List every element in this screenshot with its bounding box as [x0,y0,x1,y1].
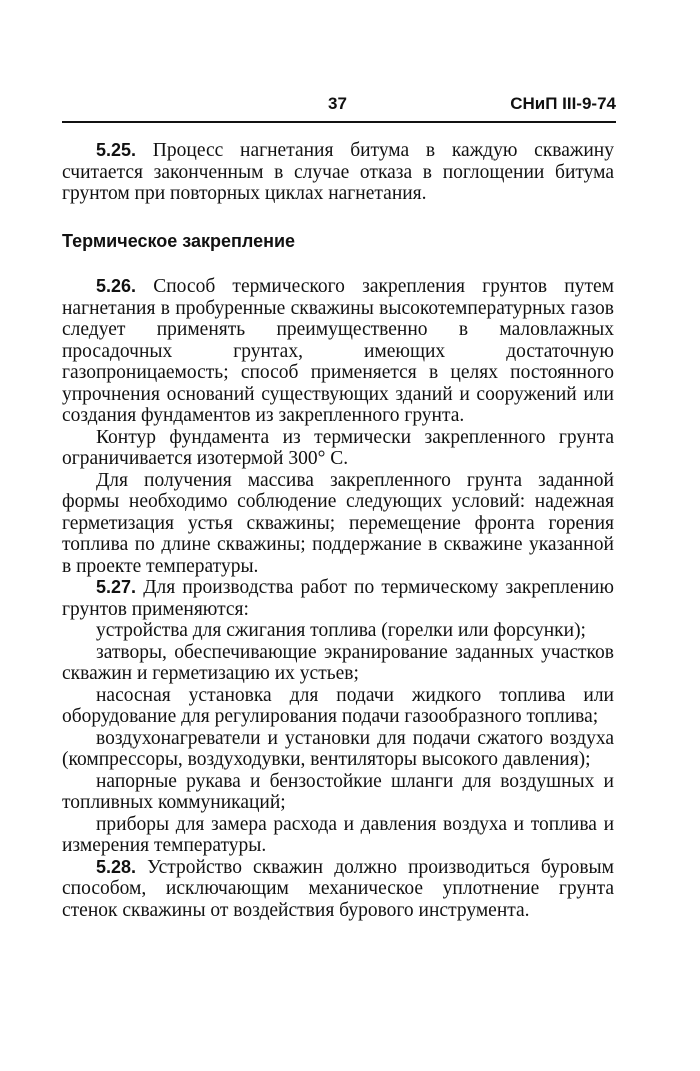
paragraph: Контур фундамента из термически закрепленного грунта ограничивается изотермой 300° С. [62,426,614,469]
page-content [62,140,614,921]
list-item: насосная установка для подачи жидкого топлива или оборудование для регулирования подачи газообразного топлива; [62,684,614,727]
list-item: приборы для замера расхода и давления воздуха и топлива и измерения температуры. [62,813,614,856]
paragraph: Для получения массива закрепленного грунта заданной формы необходимо соблюдение следующих условий: надежная герметизация устья скважины; перемещение фронта горения топлива по длине скважины; поддержание в скважине указанной в проекте температуры. [62,469,614,577]
page-number: 37 [328,94,347,113]
clause-number: 5.26. [96,276,137,296]
clause-text: Устройство скважин должно производиться буровым способом, исключающим механическое уплотнение грунта стенок скважины от воздействия бурового инструмента. [62,856,614,921]
list-item: устройства для сжигания топлива (горелки или форсунки); [96,620,586,641]
clause-number: 5.27. [96,577,137,597]
clause-text: Процесс нагнетания битума в каждую скважину считается законченным в случае отказа в поглощении битума грунтом при повторных циклах нагнетания. [62,140,614,204]
clause-5-26 [62,276,614,427]
list-item: воздухонагреватели и установки для подачи сжатого воздуха (компрессоры, воздуходувки, вентиляторы высокого давления); [62,727,614,770]
clause-5-28 [62,857,614,922]
clause-text: Для производства работ по термическому закреплению грунтов применяются: [62,577,614,620]
clause-number: 5.25. [96,140,137,160]
section-heading: Термическое закрепление [62,230,296,251]
list-item: напорные рукава и бензостойкие шланги для воздушных и топливных коммуникаций; [62,770,614,813]
clause-5-25 [62,140,614,205]
clause-text: Способ термического закрепления грунтов путем нагнетания в пробуренные скважины высокотемпературных газов следует применять преимущественно в маловлажных просадочных грунтах, имеющих достаточную газопроницаемость; способ применяется в целях постоянного упрочнения оснований существующих зданий и сооружений или создания фундаментов из закрепленного грунта. [62,276,614,426]
clause-number: 5.28. [96,856,137,877]
clause-5-27 [62,577,614,620]
header-rule [62,121,616,123]
list-item: затворы, обеспечивающие экранирование заданных участков скважин и герметизацию их устьев; [62,641,614,684]
document-code: СНиП III-9-74 [510,94,616,113]
page-header [60,94,616,118]
